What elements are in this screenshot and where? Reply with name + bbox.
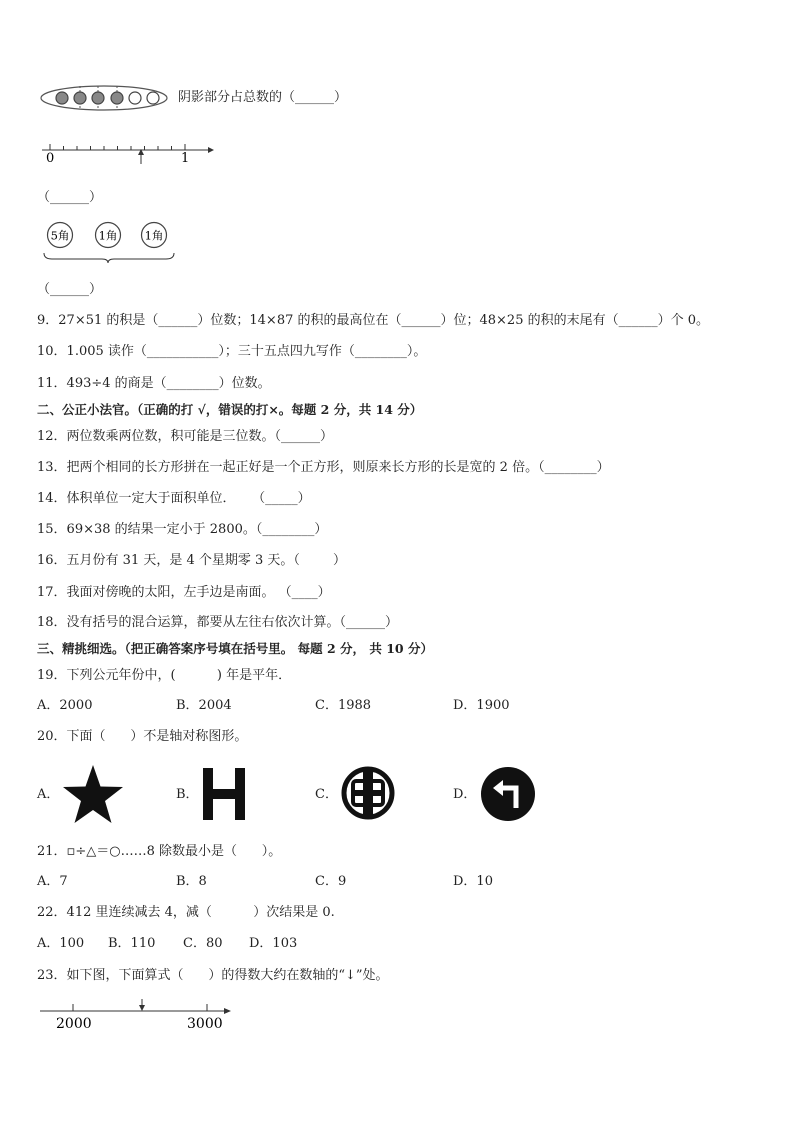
q20-option-d-label: D． <box>453 787 477 802</box>
question-20: 20．下面（ ）不是轴对称图形。 <box>37 729 248 744</box>
q23-axis-label-right: 3000 <box>187 1016 223 1032</box>
question-16: 16．五月份有 31 天，是 4 个星期零 3 天。（ ） <box>37 553 346 568</box>
fig3-coins <box>40 221 180 263</box>
q20-option-c-label: C． <box>315 787 338 802</box>
q19-option-c: C．1988 <box>315 698 372 713</box>
fig1-circle-shaded <box>56 92 68 104</box>
q21-option-b: B．8 <box>176 874 207 889</box>
section-2-heading: 二、公正小法官。（正确的打 √，错误的打×。每题 2 分，共 14 分） <box>37 402 423 417</box>
fig1-circle-shaded <box>74 92 86 104</box>
question-22: 22．412 里连续减去 4，减（ ）次结果是 0. <box>37 905 335 920</box>
q22-option-b: B．110 <box>108 936 156 951</box>
question-17: 17．我面对傍晚的太阳，左手边是南面。 （____） <box>37 585 331 600</box>
fig3-blank: （______） <box>37 282 103 297</box>
q22-option-a: A．100 <box>37 936 85 951</box>
fig2-number-line <box>40 140 220 170</box>
fig1-oval-circles <box>40 84 175 112</box>
question-15: 15．69×38 的结果一定小于 2800。（________） <box>37 522 328 537</box>
coin-label: 1角 <box>98 228 118 243</box>
question-19: 19．下列公元年份中，( ) 年是平年． <box>37 668 292 683</box>
q20-option-a-label: A． <box>37 787 60 802</box>
question-14: 14．体积单位一定大于面积单位． （_____） <box>37 491 311 506</box>
fig2-blank: （______） <box>37 190 103 205</box>
q22-option-d: D．103 <box>249 936 298 951</box>
question-11: 11．493÷4 的商是（________）位数。 <box>37 376 271 391</box>
q23-axis-label-left: 2000 <box>56 1016 92 1032</box>
fig2-label-end: 1 <box>181 151 190 166</box>
star-icon <box>62 765 124 823</box>
question-18: 18．没有括号的混合运算，都要从左往右依次计算。（______） <box>37 615 399 630</box>
fig2-label-start: 0 <box>46 151 55 166</box>
q21-option-c: C．9 <box>315 874 347 889</box>
fig1-circle-shaded <box>111 92 123 104</box>
q20-option-b-label: B． <box>176 787 199 802</box>
coin-label: 5角 <box>50 228 70 243</box>
question-21: 21．▫÷△＝○……8 除数最小是（ ）。 <box>37 844 282 859</box>
turn-left-sign-icon <box>480 766 536 822</box>
question-9: 9．27×51 的积是（______）位数；14×87 的积的最高位在（______）位；48×25 的积的末尾有（______）个 0。 <box>37 313 710 328</box>
question-23: 23．如下图，下面算式（ ）的得数大约在数轴的“↓”处。 <box>37 968 389 983</box>
q21-option-a: A．7 <box>37 874 68 889</box>
fig1-text: 阴影部分占总数的（______） <box>178 90 348 105</box>
bank-logo-icon <box>341 766 395 820</box>
q19-option-a: A．2000 <box>37 698 93 713</box>
fig1-circle-empty <box>129 92 141 104</box>
question-13: 13．把两个相同的长方形拼在一起正好是一个正方形，则原来长方形的长是宽的 2 倍。（________） <box>37 460 610 475</box>
q23-number-line <box>40 997 240 1033</box>
question-10: 10．1.005 读作（___________）；三十五点四九写作（________）。 <box>37 344 427 359</box>
letter-h-icon <box>203 768 245 820</box>
q19-option-d: D．1900 <box>453 698 510 713</box>
fig1-circle-empty <box>147 92 159 104</box>
q21-option-d: D．10 <box>453 874 493 889</box>
q22-option-c: C．80 <box>183 936 223 951</box>
coin-label: 1角 <box>144 228 164 243</box>
q19-option-b: B．2004 <box>176 698 232 713</box>
question-12: 12．两位数乘两位数，积可能是三位数。（______） <box>37 429 334 444</box>
section-3-heading: 三、精挑细选。（把正确答案序号填在括号里。 每题 2 分， 共 10 分） <box>37 641 433 656</box>
fig1-circle-shaded <box>92 92 104 104</box>
